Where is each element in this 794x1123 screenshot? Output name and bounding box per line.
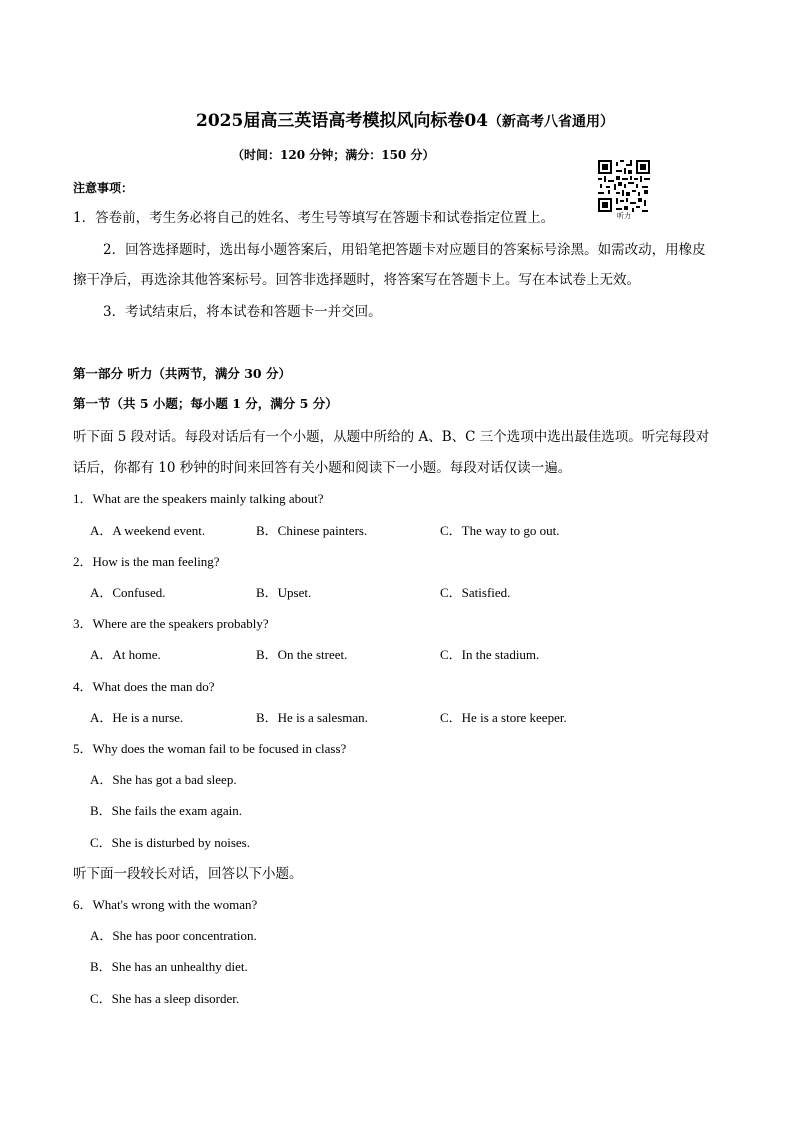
q6-option-b: B．She has an unhealthy diet. xyxy=(90,959,248,974)
q1-option-c: C．The way to go out. xyxy=(440,523,560,538)
q3-option-a: A．At home. xyxy=(90,647,161,662)
section1-heading: 第一节（共 5 小题；每小题 1 分，满分 5 分） xyxy=(73,396,338,411)
time-info: （时间：120 分钟；满分：150 分） xyxy=(232,148,435,162)
q5-option-b: B．She fails the exam again. xyxy=(90,803,242,818)
q6-option-c: C．She has a sleep disorder. xyxy=(90,991,240,1006)
title-main: 2025届高三英语高考模拟风向标卷04 xyxy=(196,111,488,131)
notice-item-1: 1．答卷前，考生务必将自己的姓名、考生号等填写在答题卡和试卷指定位置上。 xyxy=(73,210,555,226)
question-2: 2．How is the man feeling? xyxy=(73,554,220,569)
q5-option-a: A．She has got a bad sleep. xyxy=(90,772,237,787)
notice-item-2: 2．回答选择题时，选出每小题答案后，用铅笔把答题卡对应题目的答案标号涂黑。如需改动，用橡皮 xyxy=(103,242,706,258)
title-suffix: （新高考八省通用） xyxy=(487,114,614,130)
question-5: 5．Why does the woman fail to be focused in class? xyxy=(73,741,347,756)
question-6: 6．What's wrong with the woman? xyxy=(73,897,258,912)
qr-caption: 听力 xyxy=(617,212,631,220)
q2-option-a: A．Confused. xyxy=(90,585,166,600)
notice-item-2-cont: 擦干净后，再选涂其他答案标号。回答非选择题时，将答案写在答题卡上。写在本试卷上无效。 xyxy=(73,272,640,288)
page-title xyxy=(196,106,614,131)
q4-option-a: A．He is a nurse. xyxy=(90,710,184,725)
question-1: 1．What are the speakers mainly talking about? xyxy=(73,491,324,506)
question-3: 3．Where are the speakers probably? xyxy=(73,616,269,631)
qr-code-icon xyxy=(598,160,650,212)
long-dialog-intro: 听下面一段较长对话，回答以下小题。 xyxy=(73,866,303,882)
instructions-line2: 话后，你都有 10 秒钟的时间来回答有关小题和阅读下一小题。每段对话仅读一遍。 xyxy=(73,460,572,476)
notice-heading: 注意事项： xyxy=(73,181,134,195)
notice-item-3: 3．考试结束后，将本试卷和答题卡一并交回。 xyxy=(103,304,382,320)
q6-option-a: A．She has poor concentration. xyxy=(90,928,257,943)
part1-heading: 第一部分 听力（共两节，满分 30 分） xyxy=(73,366,291,381)
q5-option-c: C．She is disturbed by noises. xyxy=(90,835,250,850)
q4-option-b: B．He is a salesman. xyxy=(256,710,368,725)
instructions-line1: 听下面 5 段对话。每段对话后有一个小题，从题中所给的 A、B、C 三个选项中选出最佳选项。听完每段对 xyxy=(73,429,710,445)
q4-option-c: C．He is a store keeper. xyxy=(440,710,567,725)
q3-option-c: C．In the stadium. xyxy=(440,647,540,662)
question-4: 4．What does the man do? xyxy=(73,679,215,694)
q2-option-c: C．Satisfied. xyxy=(440,585,511,600)
q1-option-b: B．Chinese painters. xyxy=(256,523,368,538)
q2-option-b: B．Upset. xyxy=(256,585,312,600)
q1-option-a: A．A weekend event. xyxy=(90,523,206,538)
q3-option-b: B．On the street. xyxy=(256,647,348,662)
